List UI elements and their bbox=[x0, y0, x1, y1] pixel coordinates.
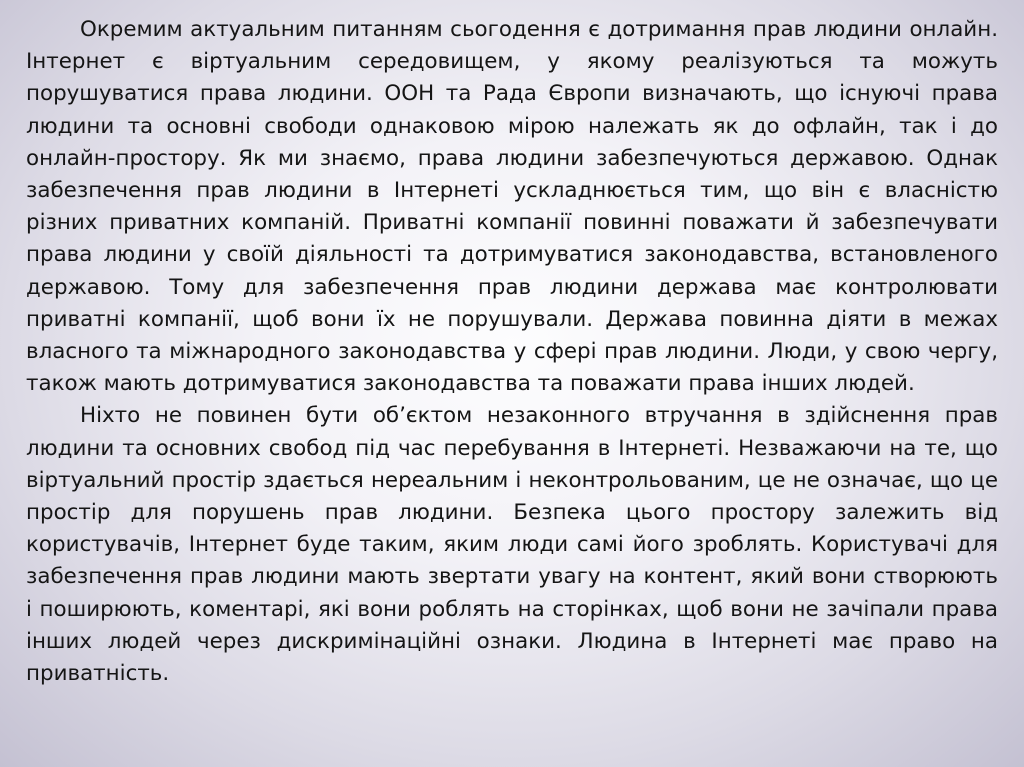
text-body bbox=[26, 14, 998, 690]
paragraph-1: Окремим актуальним питанням сьогодення є дотримання прав людини онлайн. Інтернет є віртуальним середовищем, у якому реалізуються та можуть порушуватися права людини. ООН та Рада Європи визначають, що існуючі права людини та основні свободи однаковою мірою належать як до офлайн, так і до онлайн-простору. Як ми знаємо, права людини забезпечуються державою. Однак забезпечення прав людини в Інтернеті ускладнюється тим, що він є власністю різних приватних компаній. Приватні компанії повинні поважати й забезпечувати права людини у своїй діяльності та дотримуватися законодавства, встановленого державою. Тому для забезпечення прав людини держава має контролювати приватні компанії, щоб вони їх не порушували. Держава повинна діяти в межах власного та міжнародного законодавства у сфері прав людини. Люди, у свою чергу, також мають дотримуватися законодавства та поважати права інших людей. bbox=[26, 17, 998, 397]
slide bbox=[26, 14, 998, 754]
paragraph-2: Ніхто не повинен бути об’єктом незаконного втручання в здійснення прав людини та основних свобод під час перебування в Інтернеті. Незважаючи на те, що віртуальний простір здається нереальним і неконтрольованим, це не означає, що це простір для порушень прав людини. Безпека цього простору залежить від користувачів, Інтернет буде таким, яким люди самі його зроблять. Користувачі для забезпечення прав людини мають звертати увагу на контент, який вони створюють і поширюють, коментарі, які вони роблять на сторінках, щоб вони не зачіпали права інших людей через дискримінаційні ознаки. Людина в Інтернеті має право на приватність. bbox=[26, 403, 998, 687]
